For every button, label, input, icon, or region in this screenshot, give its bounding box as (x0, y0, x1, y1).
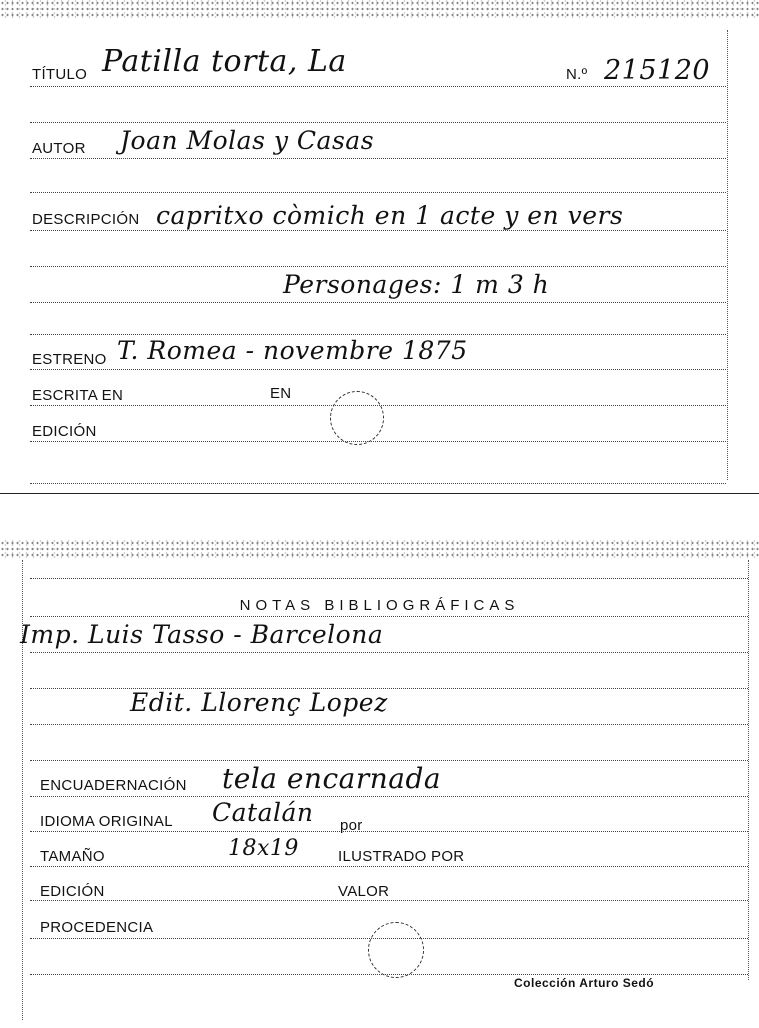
rule-line (30, 86, 726, 87)
titulo-value: Patilla torta, La (102, 44, 347, 79)
rule-line (30, 578, 748, 579)
rule-line (30, 796, 748, 797)
escrita-en-label: ESCRITA EN (32, 387, 124, 404)
procedencia-label: PROCEDENCIA (40, 919, 154, 936)
stamp-circle (368, 922, 424, 978)
encuadernacion-label: ENCUADERNACIÓN (40, 777, 187, 794)
por-label: por (340, 817, 363, 834)
stamp-circle (330, 391, 384, 445)
estreno-label: ESTRENO (32, 351, 107, 368)
rule-line (30, 900, 748, 901)
rule-line (30, 866, 748, 867)
collection-footer: Colección Arturo Sedó (514, 976, 655, 990)
right-margin-line (727, 30, 728, 480)
descripcion-value: capritxo còmich en 1 acte y en vers (156, 201, 624, 230)
rule-line (30, 230, 726, 231)
idioma-value: Catalán (212, 798, 314, 827)
rule-line (30, 831, 748, 832)
descripcion-label: DESCRIPCIÓN (32, 211, 140, 228)
notas-heading: NOTAS BIBLIOGRÁFICAS (239, 597, 520, 614)
rule-line (30, 122, 726, 123)
rule-line (30, 192, 726, 193)
note-line-2: Edit. Llorenç Lopez (130, 688, 388, 717)
encuadernacion-value: tela encarnada (222, 762, 442, 795)
note-line-1: Imp. Luis Tasso - Barcelona (20, 620, 384, 649)
numero-value: 215120 (604, 55, 711, 86)
card-top-edge (0, 540, 759, 558)
rule-line (30, 441, 726, 442)
rule-line (30, 266, 726, 267)
catalog-card-top (0, 0, 759, 495)
rule-line (30, 483, 726, 484)
catalog-card-bottom (0, 540, 759, 1028)
rule-line (30, 652, 748, 653)
right-margin-line (748, 560, 749, 980)
rule-line (30, 616, 748, 617)
ilustrado-label: ILUSTRADO POR (338, 848, 465, 865)
card-separator (0, 493, 759, 494)
rule-line (30, 158, 726, 159)
rule-line (30, 724, 748, 725)
estreno-value: T. Romea - novembre 1875 (117, 336, 468, 365)
rule-line (30, 334, 726, 335)
en-label: EN (270, 385, 292, 402)
idioma-label: IDIOMA ORIGINAL (40, 813, 173, 830)
rule-line (30, 760, 748, 761)
edicion-label: EDICIÓN (32, 423, 97, 440)
card-top-edge (0, 0, 759, 18)
rule-line (30, 302, 726, 303)
tamano-label: TAMAÑO (40, 848, 105, 865)
autor-value: Joan Molas y Casas (120, 126, 375, 155)
descripcion-value-2: Personages: 1 m 3 h (283, 270, 550, 299)
valor-label: VALOR (338, 883, 390, 900)
edicion-label: EDICIÓN (40, 883, 105, 900)
rule-line (30, 369, 726, 370)
autor-label: AUTOR (32, 140, 86, 157)
titulo-label: TÍTULO (32, 66, 88, 83)
tamano-value: 18x19 (228, 836, 299, 861)
numero-label: N.º (566, 66, 588, 83)
